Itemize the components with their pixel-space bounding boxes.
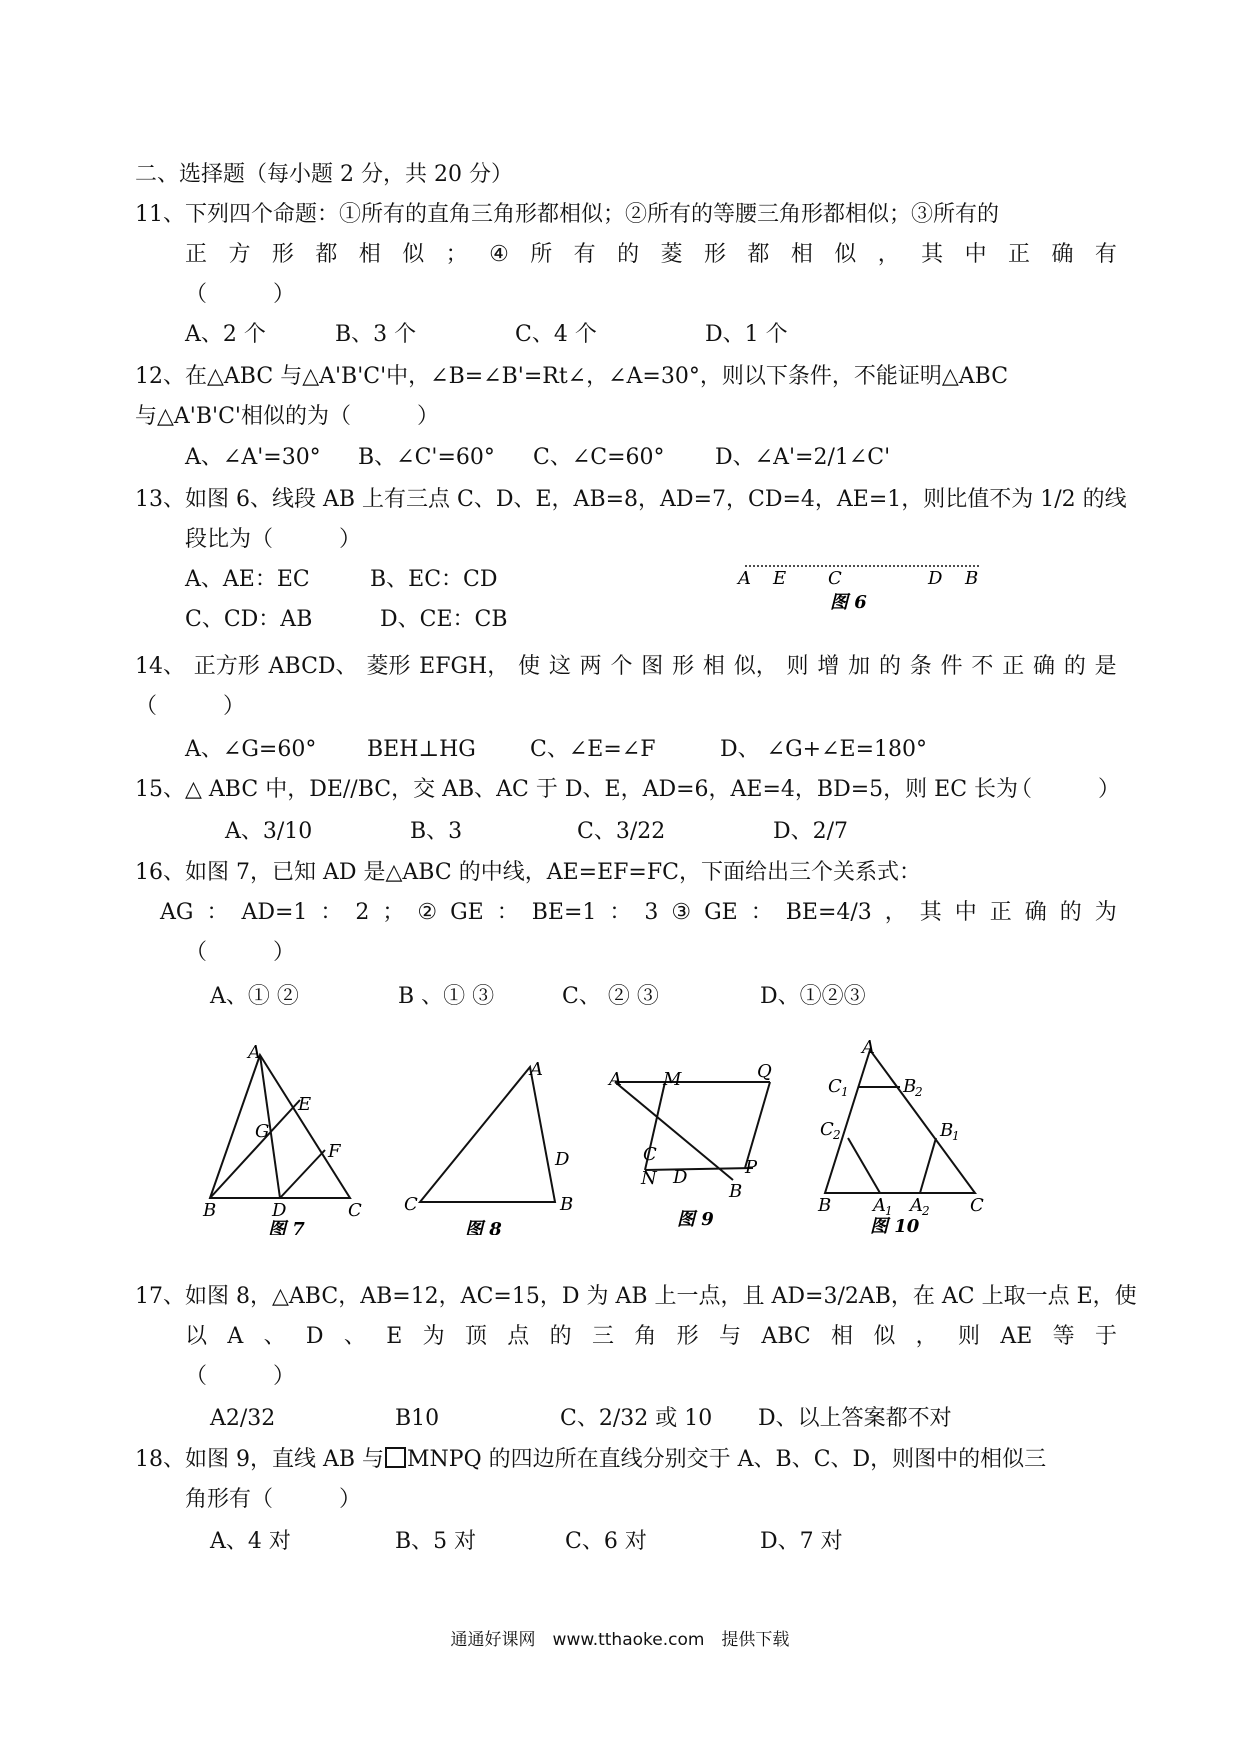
fig9-label-m: M (663, 1069, 682, 1090)
q13-option-b: B、EC：CD (370, 567, 498, 592)
fig10-caption: 图 10 (870, 1216, 920, 1237)
q11-word: 正 (185, 242, 208, 267)
q14-word: 14、 (135, 654, 185, 679)
q11-word: 的 (617, 242, 640, 267)
q16-word: ： (609, 900, 632, 925)
q13-text-line2: 段比为（ ） (185, 527, 362, 552)
figure-8 (400, 1055, 590, 1235)
q11-text-line2 (185, 240, 1117, 270)
fig10-label-c: C (970, 1195, 984, 1216)
q18-text-part2: MNPQ 的四边所在直线分别交于 A、B、C、D，则图中的相似三 (407, 1447, 1047, 1472)
q15-text-line1: 15、△ ABC 中，DE//BC，交 AB、AC 于 D、E，AD=6，AE=4，BD=5，则 EC 长为 (135, 777, 1019, 802)
figure-10-diagram (810, 1035, 1000, 1240)
fig10-label-a1-sub: 1 (885, 1204, 893, 1218)
q17-answer-paren: （ ） (185, 1364, 296, 1389)
fig7-label-f: F (328, 1141, 341, 1162)
q16-word: ： (750, 900, 773, 925)
fig6-label-d: D (928, 568, 943, 589)
section-title: 二、选择题（每小题 2 分，共 20 分） (135, 162, 513, 187)
q12-option-d: D、∠A'=2/1∠C' (715, 445, 891, 470)
q16-word: BE=1 (531, 900, 597, 925)
q17-word: 点 (507, 1324, 530, 1349)
q11-word: 似 (834, 242, 857, 267)
q11-word: 似 (402, 242, 425, 267)
q17-word: D (305, 1324, 324, 1349)
fig9-label-a: A (609, 1069, 622, 1090)
q11-word: 相 (790, 242, 813, 267)
fig6-label-a: A (738, 568, 751, 589)
q11-word: 有 (1094, 242, 1117, 267)
fig10-label-c2: C (820, 1119, 834, 1140)
q16-word: 其 (919, 900, 942, 925)
q11-word: 菱 (660, 242, 683, 267)
q14-word: 相 (702, 654, 725, 679)
q11-word: ， (877, 242, 900, 267)
q14-word: 加 (848, 654, 871, 679)
fig10-label-a2-sub: 2 (922, 1204, 930, 1218)
q17-option-a: A2/32 (210, 1406, 276, 1431)
q14-answer-paren: （ ） (135, 694, 246, 719)
fig10-label-a2: A (910, 1195, 923, 1216)
q14-word: 图 (641, 654, 664, 679)
fig7-caption: 图 7 (268, 1219, 305, 1235)
fig9-label-n: N (641, 1168, 657, 1189)
fig7-label-g: G (255, 1121, 270, 1142)
q18-option-a: A、4 对 (210, 1529, 291, 1554)
q14-option-b: BEH⊥HG (367, 737, 476, 762)
q16-option-a: A、① ② (210, 984, 299, 1009)
q11-word: 所 (530, 242, 553, 267)
q11-option-a: A、2 个 (185, 322, 266, 347)
q16-word: 的 (1059, 900, 1082, 925)
q18-text-line2: 角形有（ ） (185, 1487, 362, 1512)
fig8-label-c: C (404, 1194, 418, 1215)
q12-option-b: B、∠C'=60° (358, 445, 495, 470)
q17-word: E (386, 1324, 403, 1349)
q16-option-b: B 、① ③ (398, 984, 495, 1009)
fig9-label-c: C (643, 1144, 657, 1165)
q16-word: AD=1 (241, 900, 308, 925)
q11-word: 都 (315, 242, 338, 267)
q14-options (185, 735, 1085, 765)
figure-8-diagram (400, 1055, 590, 1235)
q14-word: EFGH， (419, 654, 510, 679)
figure-6-diagram (735, 556, 985, 616)
fig9-label-q: Q (757, 1061, 772, 1082)
q16-word: 确 (1024, 900, 1047, 925)
q15-answer-paren: （ ） (1010, 777, 1121, 802)
q16-word: 中 (954, 900, 977, 925)
q11-word: 形 (703, 242, 726, 267)
q14-word: 正 (1002, 654, 1025, 679)
q18-options (210, 1527, 1110, 1557)
q15-option-a: A、3/10 (225, 819, 313, 844)
q16-word: ： (496, 900, 519, 925)
fig10-label-a1: A (873, 1195, 886, 1216)
q14-word: 不 (971, 654, 994, 679)
q13-options-row1 (185, 565, 605, 595)
fig10-label-b1-sub: 1 (952, 1129, 960, 1143)
fig7-label-b: B (203, 1200, 217, 1221)
q16-word: 为 (1094, 900, 1117, 925)
q14-word: 正方形 (193, 654, 260, 679)
q16-answer-paren: （ ） (185, 940, 296, 965)
q17-word: 的 (549, 1324, 572, 1349)
q17-word: 为 (422, 1324, 445, 1349)
q16-word: ③ (671, 900, 692, 925)
q14-text-line1 (135, 652, 1117, 682)
q16-text-line1: 16、如图 7，已知 AD 是△ABC 的中线，AE=EF=FC，下面给出三个关系式： (135, 860, 921, 885)
q14-word: 条 (909, 654, 932, 679)
fig7-label-e: E (298, 1094, 312, 1115)
q17-word: 角 (634, 1324, 657, 1349)
q14-word: 是 (1094, 654, 1117, 679)
q17-options (210, 1404, 1110, 1434)
q17-word: AE (1000, 1324, 1033, 1349)
q11-word: 相 (358, 242, 381, 267)
q17-option-d: D、以上答案都不对 (758, 1406, 952, 1431)
q12-options (185, 443, 1085, 473)
q13-option-c: C、CD：AB (185, 607, 313, 632)
figure-7 (200, 1040, 380, 1235)
q16-word: AG (160, 900, 194, 925)
q14-option-a: A、∠G=60° (185, 737, 317, 762)
q11-word: 其 (921, 242, 944, 267)
fig10-label-c1: C (828, 1076, 842, 1097)
q16-word: ② (417, 900, 438, 925)
q16-text-line2 (160, 898, 1117, 928)
q16-word: GE (450, 900, 484, 925)
q12-option-c: C、∠C=60° (533, 445, 665, 470)
q16-word: 3 (644, 900, 659, 925)
q11-word: 方 (228, 242, 251, 267)
q15-option-d: D、2/7 (773, 819, 849, 844)
q14-word: 的 (878, 654, 901, 679)
q16-word: ： (320, 900, 343, 925)
q13-text-line1: 13、如图 6、线段 AB 上有三点 C、D、E，AB=8，AD=7，CD=4，AE=1，则比值不为 1/2 的线 (135, 487, 1127, 512)
q14-word: 增 (817, 654, 840, 679)
fig9-label-b: B (729, 1181, 743, 1202)
q17-word: 似 (873, 1324, 896, 1349)
fig10-label-b2-sub: 2 (915, 1085, 923, 1099)
q11-word: ④ (489, 242, 509, 267)
fig6-label-e: E (773, 568, 787, 589)
q17-word: ， (915, 1324, 938, 1349)
q17-word: 顶 (464, 1324, 487, 1349)
footer-source-note: 通通好课网 www.tthaoke.com 提供下载 (450, 1630, 790, 1650)
q16-word: ； (382, 900, 405, 925)
q11-option-b: B、3 个 (335, 322, 417, 347)
fig8-label-b: B (560, 1194, 574, 1215)
q16-word: 2 (355, 900, 370, 925)
q14-word: 两 (579, 654, 602, 679)
q14-word: ABCD、 (268, 654, 358, 679)
q17-text-line2 (185, 1322, 1117, 1352)
fig7-label-d: D (272, 1200, 287, 1221)
fig10-label-a: A (862, 1037, 875, 1058)
figure-6 (735, 556, 985, 616)
figure-9 (605, 1060, 790, 1235)
fig10-label-b: B (818, 1195, 832, 1216)
fig10-label-b2: B (903, 1076, 917, 1097)
q17-word: 相 (830, 1324, 853, 1349)
q11-option-c: C、4 个 (515, 322, 597, 347)
q11-word: 都 (747, 242, 770, 267)
q12-text-line1: 12、在△ABC 与△A'B'C'中，∠B=∠B'=Rt∠，∠A=30°，则以下条件，不能证明△ABC (135, 364, 1009, 389)
q14-word: 确 (1033, 654, 1056, 679)
q14-word: 则 (786, 654, 809, 679)
q17-option-b: B10 (395, 1406, 440, 1431)
q13-option-a: A、AE：EC (185, 567, 310, 592)
q14-word: 的 (1063, 654, 1086, 679)
q16-word: ： (206, 900, 229, 925)
q14-word: 使 (518, 654, 541, 679)
q17-word: 以 (185, 1324, 208, 1349)
q17-word: 于 (1094, 1324, 1117, 1349)
q16-word: GE (704, 900, 738, 925)
fig6-caption: 图 6 (830, 592, 867, 613)
q17-word: 形 (676, 1324, 699, 1349)
fig7-label-c: C (348, 1200, 362, 1221)
fig10-label-b1: B (940, 1120, 954, 1141)
q14-word: 形 (672, 654, 695, 679)
q16-word: ， (884, 900, 907, 925)
q11-word: 确 (1051, 242, 1074, 267)
fig10-label-c1-sub: 1 (841, 1085, 849, 1099)
q17-word: 与 (719, 1324, 742, 1349)
q11-word: 正 (1008, 242, 1031, 267)
q14-word: 件 (940, 654, 963, 679)
q12-option-a: A、∠A'=30° (185, 445, 321, 470)
fig9-caption: 图 9 (677, 1209, 714, 1230)
fig9-label-p: P (745, 1157, 758, 1178)
q14-word: 这 (548, 654, 571, 679)
q13-options-row2 (185, 605, 605, 635)
q11-text-line1: 11、下列四个命题：①所有的直角三角形都相似；②所有的等腰三角形都相似；③所有的 (135, 202, 999, 227)
q16-options (210, 982, 1110, 1012)
q18-option-d: D、7 对 (760, 1529, 843, 1554)
q17-word: 三 (591, 1324, 614, 1349)
q14-word: 个 (610, 654, 633, 679)
parallelogram-symbol-icon (385, 1447, 406, 1468)
q18-option-c: C、6 对 (565, 1529, 647, 1554)
q11-answer-paren: （ ） (185, 282, 296, 307)
q15-options (225, 817, 1125, 847)
q18-option-b: B、5 对 (395, 1529, 477, 1554)
q17-word: 、 (343, 1324, 366, 1349)
fig7-label-a: A (248, 1042, 261, 1063)
q16-word: BE=4/3 (785, 900, 872, 925)
q14-word: 菱形 (366, 654, 411, 679)
fig6-label-c: C (828, 568, 842, 589)
q17-word: 等 (1052, 1324, 1075, 1349)
q12-text-line2: 与△A'B'C'相似的为（ ） (135, 404, 439, 429)
q17-word: 、 (263, 1324, 286, 1349)
q17-option-c: C、2/32 或 10 (560, 1406, 713, 1431)
q17-text-line1: 17、如图 8，△ABC，AB=12，AC=15，D 为 AB 上一点，且 AD=3/2AB，在 AC 上取一点 E，使 (135, 1284, 1137, 1309)
q11-word: 形 (271, 242, 294, 267)
fig10-label-c2-sub: 2 (833, 1128, 841, 1142)
fig6-label-b: B (965, 568, 979, 589)
q16-option-c: C、 ② ③ (562, 984, 659, 1009)
q13-option-d: D、CE：CB (380, 607, 508, 632)
figure-10 (810, 1035, 1000, 1240)
q15-option-b: B、3 (410, 819, 463, 844)
q15-option-c: C、3/22 (577, 819, 666, 844)
q11-word: ； (445, 242, 468, 267)
q17-word: A (227, 1324, 244, 1349)
fig8-label-a: A (530, 1059, 543, 1080)
q14-option-d: D、 ∠G+∠E=180° (720, 737, 927, 762)
q16-word: 正 (989, 900, 1012, 925)
q11-word: 中 (964, 242, 987, 267)
fig9-label-d: D (673, 1167, 688, 1188)
q14-word: 似， (733, 654, 778, 679)
figure-9-diagram (605, 1060, 790, 1235)
q11-word: 有 (573, 242, 596, 267)
q17-word: 则 (958, 1324, 981, 1349)
q11-options (185, 320, 1085, 350)
fig8-label-d: D (555, 1149, 570, 1170)
q18-text-part1: 18、如图 9，直线 AB 与 (135, 1447, 385, 1472)
q17-word: ABC (761, 1324, 811, 1349)
q18-text-line1 (135, 1445, 1046, 1475)
fig8-caption: 图 8 (465, 1219, 502, 1235)
figure-7-diagram (200, 1040, 380, 1235)
q16-option-d: D、①②③ (760, 984, 866, 1009)
q11-option-d: D、1 个 (705, 322, 788, 347)
q14-option-c: C、∠E=∠F (530, 737, 656, 762)
